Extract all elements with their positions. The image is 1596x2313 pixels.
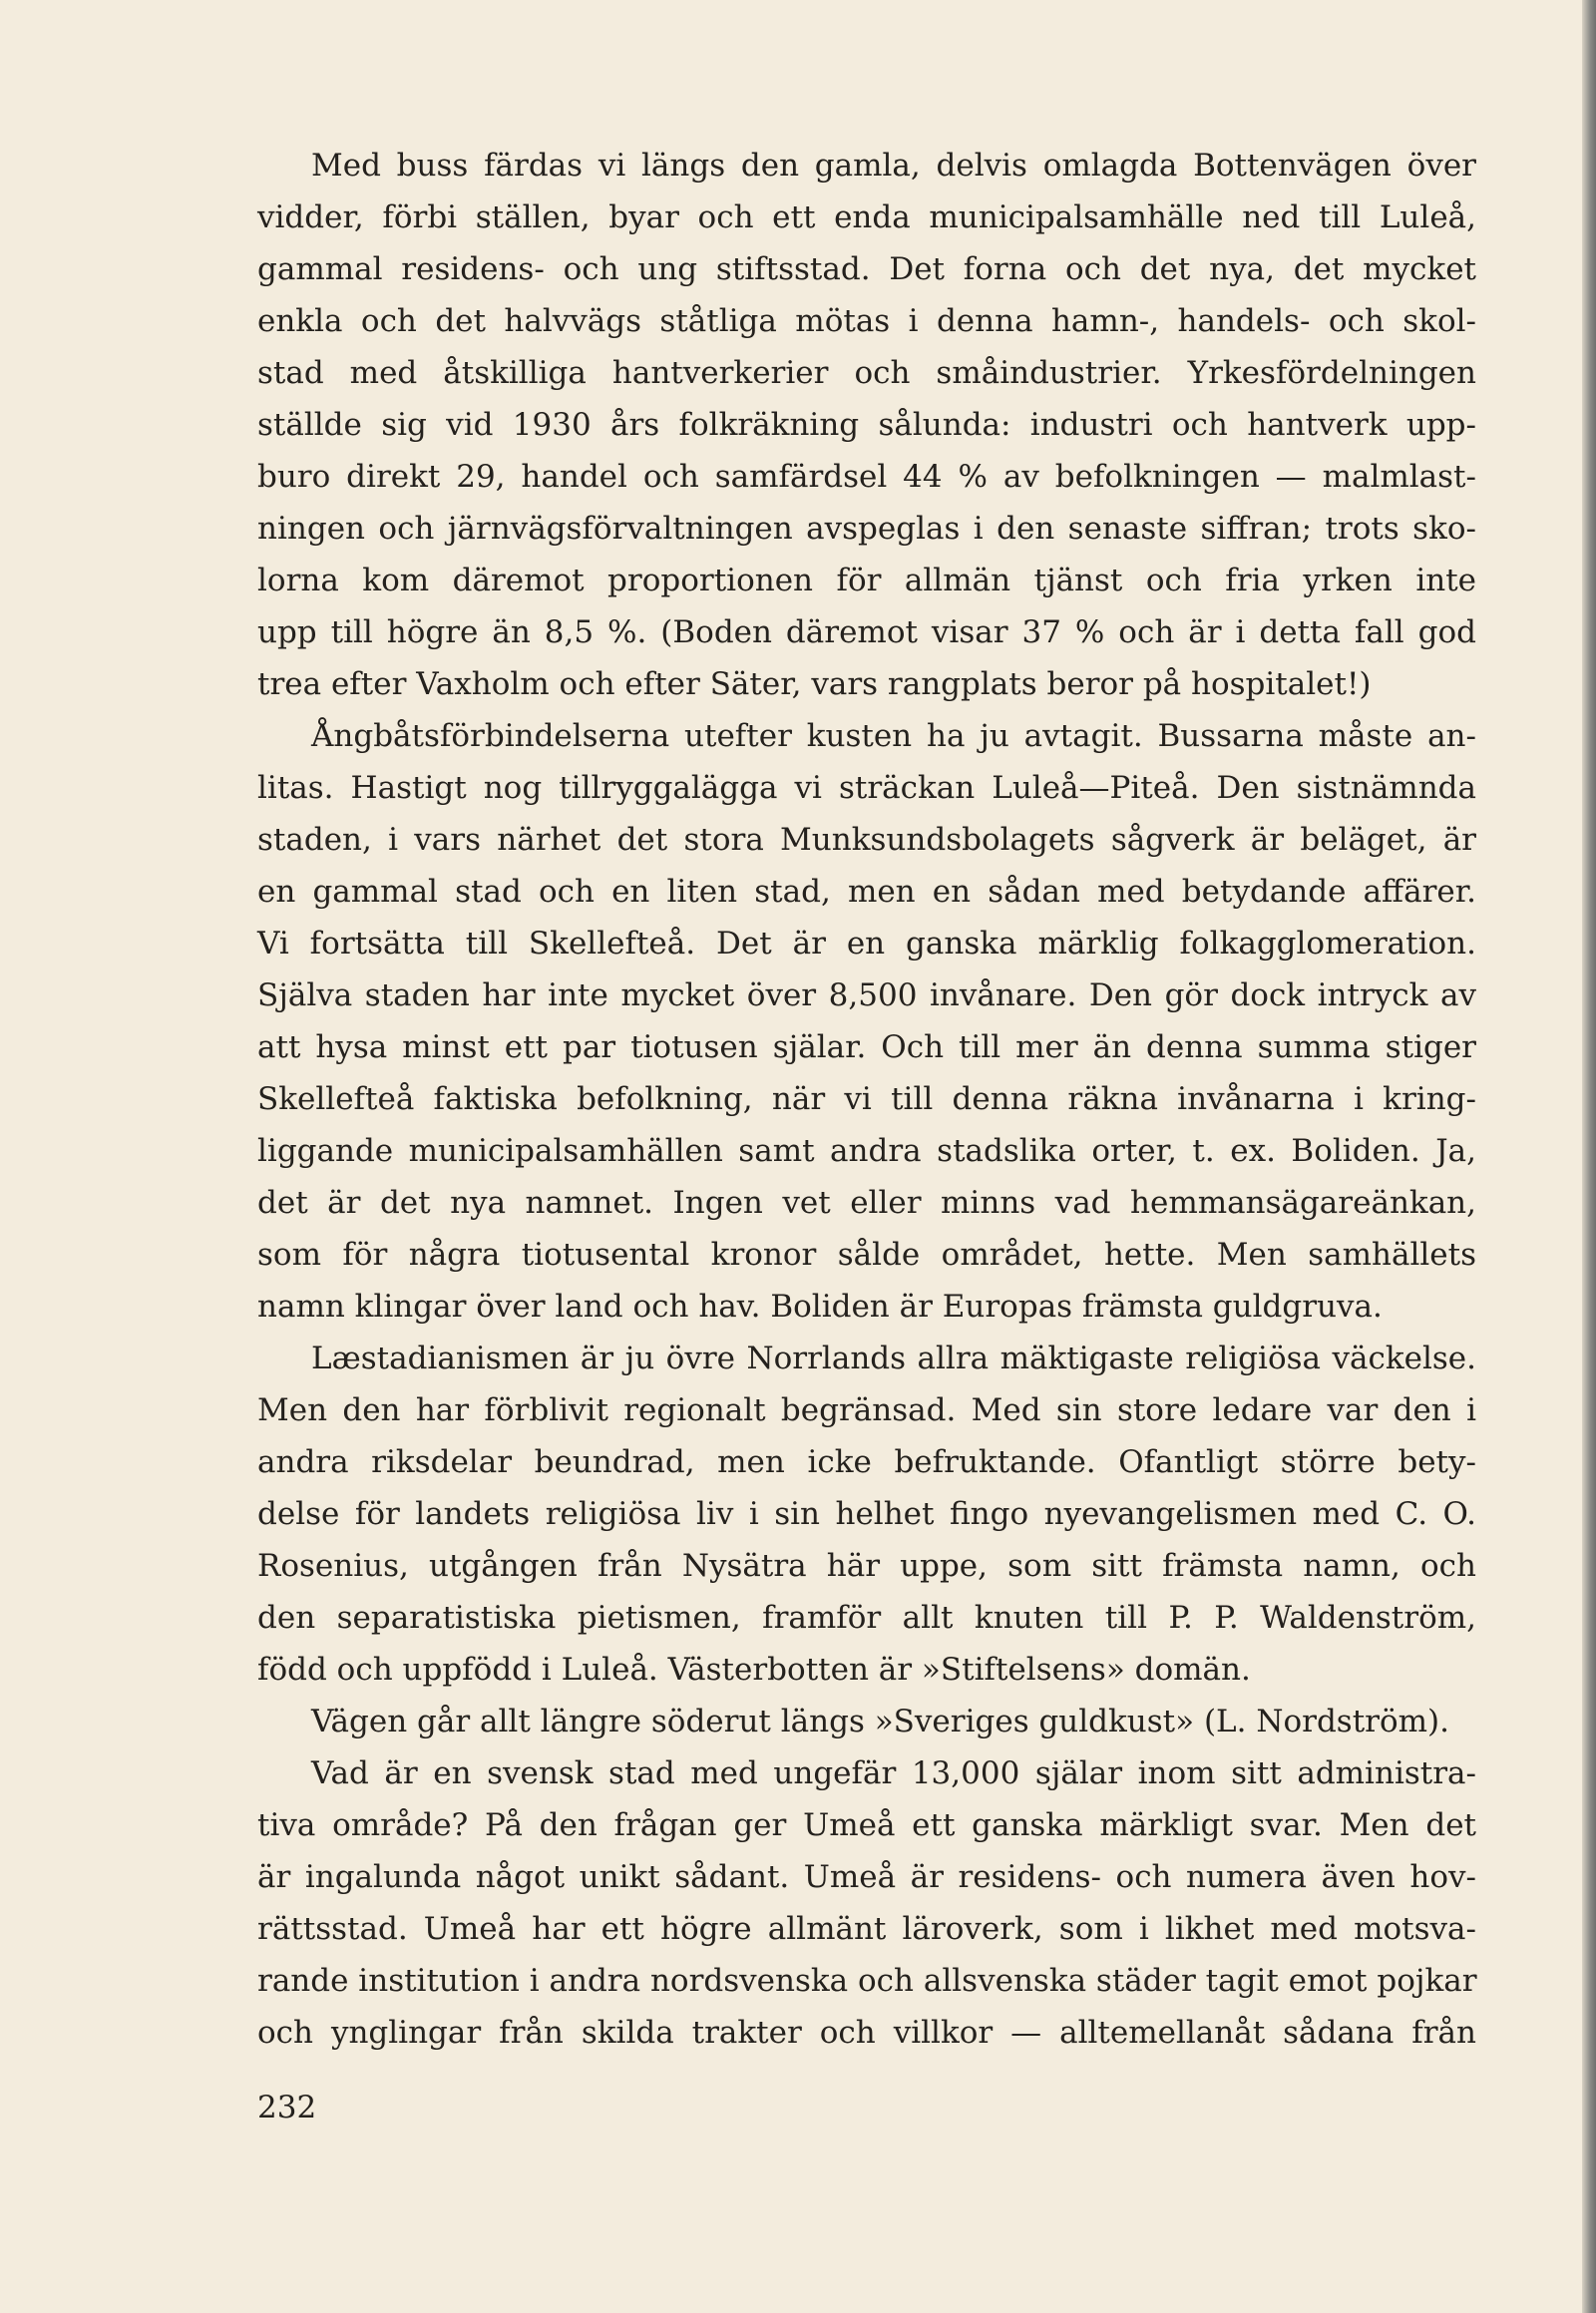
text-line: rande institution i andra nordsvenska och allsvenska städer tagit emot pojkar xyxy=(257,1963,1477,1999)
text-line: litas. Hastigt nog tillryggalägga vi sträckan Luleå—Piteå. Den sistnämnda xyxy=(257,770,1476,806)
text-line: Vi fortsätta till Skellefteå. Det är en ganska märklig folkagglomeration. xyxy=(257,926,1476,962)
text-line: ställde sig vid 1930 års folkräkning sålunda: industri och hantverk upp- xyxy=(257,407,1476,443)
text-line: den separatistiska pietismen, framför allt knuten till P. P. Waldenström, xyxy=(257,1600,1476,1636)
text-line: som för några tiotusental kronor sålde området, hette. Men samhällets xyxy=(257,1237,1476,1273)
text-line: en gammal stad och en liten stad, men en sådan med betydande affärer. xyxy=(257,874,1476,910)
text-line: ningen och järnvägsförvaltningen avspeglas i den senaste siffran; trots sko- xyxy=(257,511,1476,547)
text-line: född och uppfödd i Luleå. Västerbotten är »Stiftelsens» domän. xyxy=(257,1652,1251,1688)
body-text xyxy=(257,140,1476,2059)
text-line: Læstadianismen är ju övre Norrlands allra mäktigaste religiösa väckelse. xyxy=(311,1341,1476,1376)
text-line: Vägen går allt längre söderut längs »Sveriges guldkust» (L. Nordström). xyxy=(311,1704,1449,1739)
text-line: trea efter Vaxholm och efter Säter, vars rangplats beror på hospitalet!) xyxy=(257,666,1372,702)
text-line: Vad är en svensk stad med ungefär 13,000 själar inom sitt administra- xyxy=(311,1755,1476,1791)
text-line: stad med åtskilliga hantverkerier och småindustrier. Yrkesfördelningen xyxy=(257,355,1476,391)
text-line: Ångbåtsförbindelserna utefter kusten ha ju avtagit. Bussarna måste an- xyxy=(311,718,1476,754)
text-line: vidder, förbi ställen, byar och ett enda municipalsamhälle ned till Luleå, xyxy=(257,199,1476,235)
text-line: enkla och det halvvägs ståtliga mötas i denna hamn-, handels- och skol- xyxy=(257,303,1476,339)
text-line: namn klingar över land och hav. Boliden är Europas främsta guldgruva. xyxy=(257,1289,1383,1325)
text-line: är ingalunda något unikt sådant. Umeå är residens- och numera även hov- xyxy=(257,1859,1476,1895)
text-line: Själva staden har inte mycket över 8,500 invånare. Den gör dock intryck av xyxy=(257,977,1476,1013)
page-number: 232 xyxy=(257,2090,317,2125)
text-line: det är det nya namnet. Ingen vet eller minns vad hemmansägareänkan, xyxy=(257,1185,1476,1221)
text-line: och ynglingar från skilda trakter och villkor — alltemellanåt sådana från xyxy=(257,2015,1476,2051)
text-line: staden, i vars närhet det stora Munksundsbolagets sågverk är beläget, är xyxy=(257,822,1476,858)
text-line: lorna kom däremot proportionen för allmän tjänst och fria yrken inte xyxy=(257,563,1476,598)
text-line: rättsstad. Umeå har ett högre allmänt läroverk, som i likhet med motsva- xyxy=(257,1911,1476,1947)
text-line: att hysa minst ett par tiotusen själar. Och till mer än denna summa stiger xyxy=(257,1029,1476,1065)
text-line: tiva område? På den frågan ger Umeå ett ganska märkligt svar. Men det xyxy=(257,1807,1476,1843)
text-line: andra riksdelar beundrad, men icke befruktande. Ofantligt större bety- xyxy=(257,1444,1476,1480)
text-line: liggande municipalsamhällen samt andra stadslika orter, t. ex. Boliden. Ja, xyxy=(257,1133,1476,1169)
text-line: Men den har förblivit regionalt begränsad. Med sin store ledare var den i xyxy=(257,1392,1476,1428)
text-line: delse för landets religiösa liv i sin helhet fingo nyevangelismen med C. O. xyxy=(257,1496,1476,1532)
text-line: buro direkt 29, handel och samfärdsel 44 % av befolkningen — malmlast- xyxy=(257,459,1476,495)
text-line: Rosenius, utgången från Nysätra här uppe, som sitt främsta namn, och xyxy=(257,1548,1476,1584)
text-line: Skellefteå faktiska befolkning, när vi till denna räkna invånarna i kring- xyxy=(257,1081,1476,1117)
text-line: gammal residens- och ung stiftsstad. Det forna och det nya, det mycket xyxy=(257,251,1476,287)
page-edge-shadow xyxy=(1582,0,1596,2313)
text-line: upp till högre än 8,5 %. (Boden däremot visar 37 % och är i detta fall god xyxy=(257,614,1476,650)
text-line: Med buss färdas vi längs den gamla, delvis omlagda Bottenvägen över xyxy=(311,148,1476,184)
